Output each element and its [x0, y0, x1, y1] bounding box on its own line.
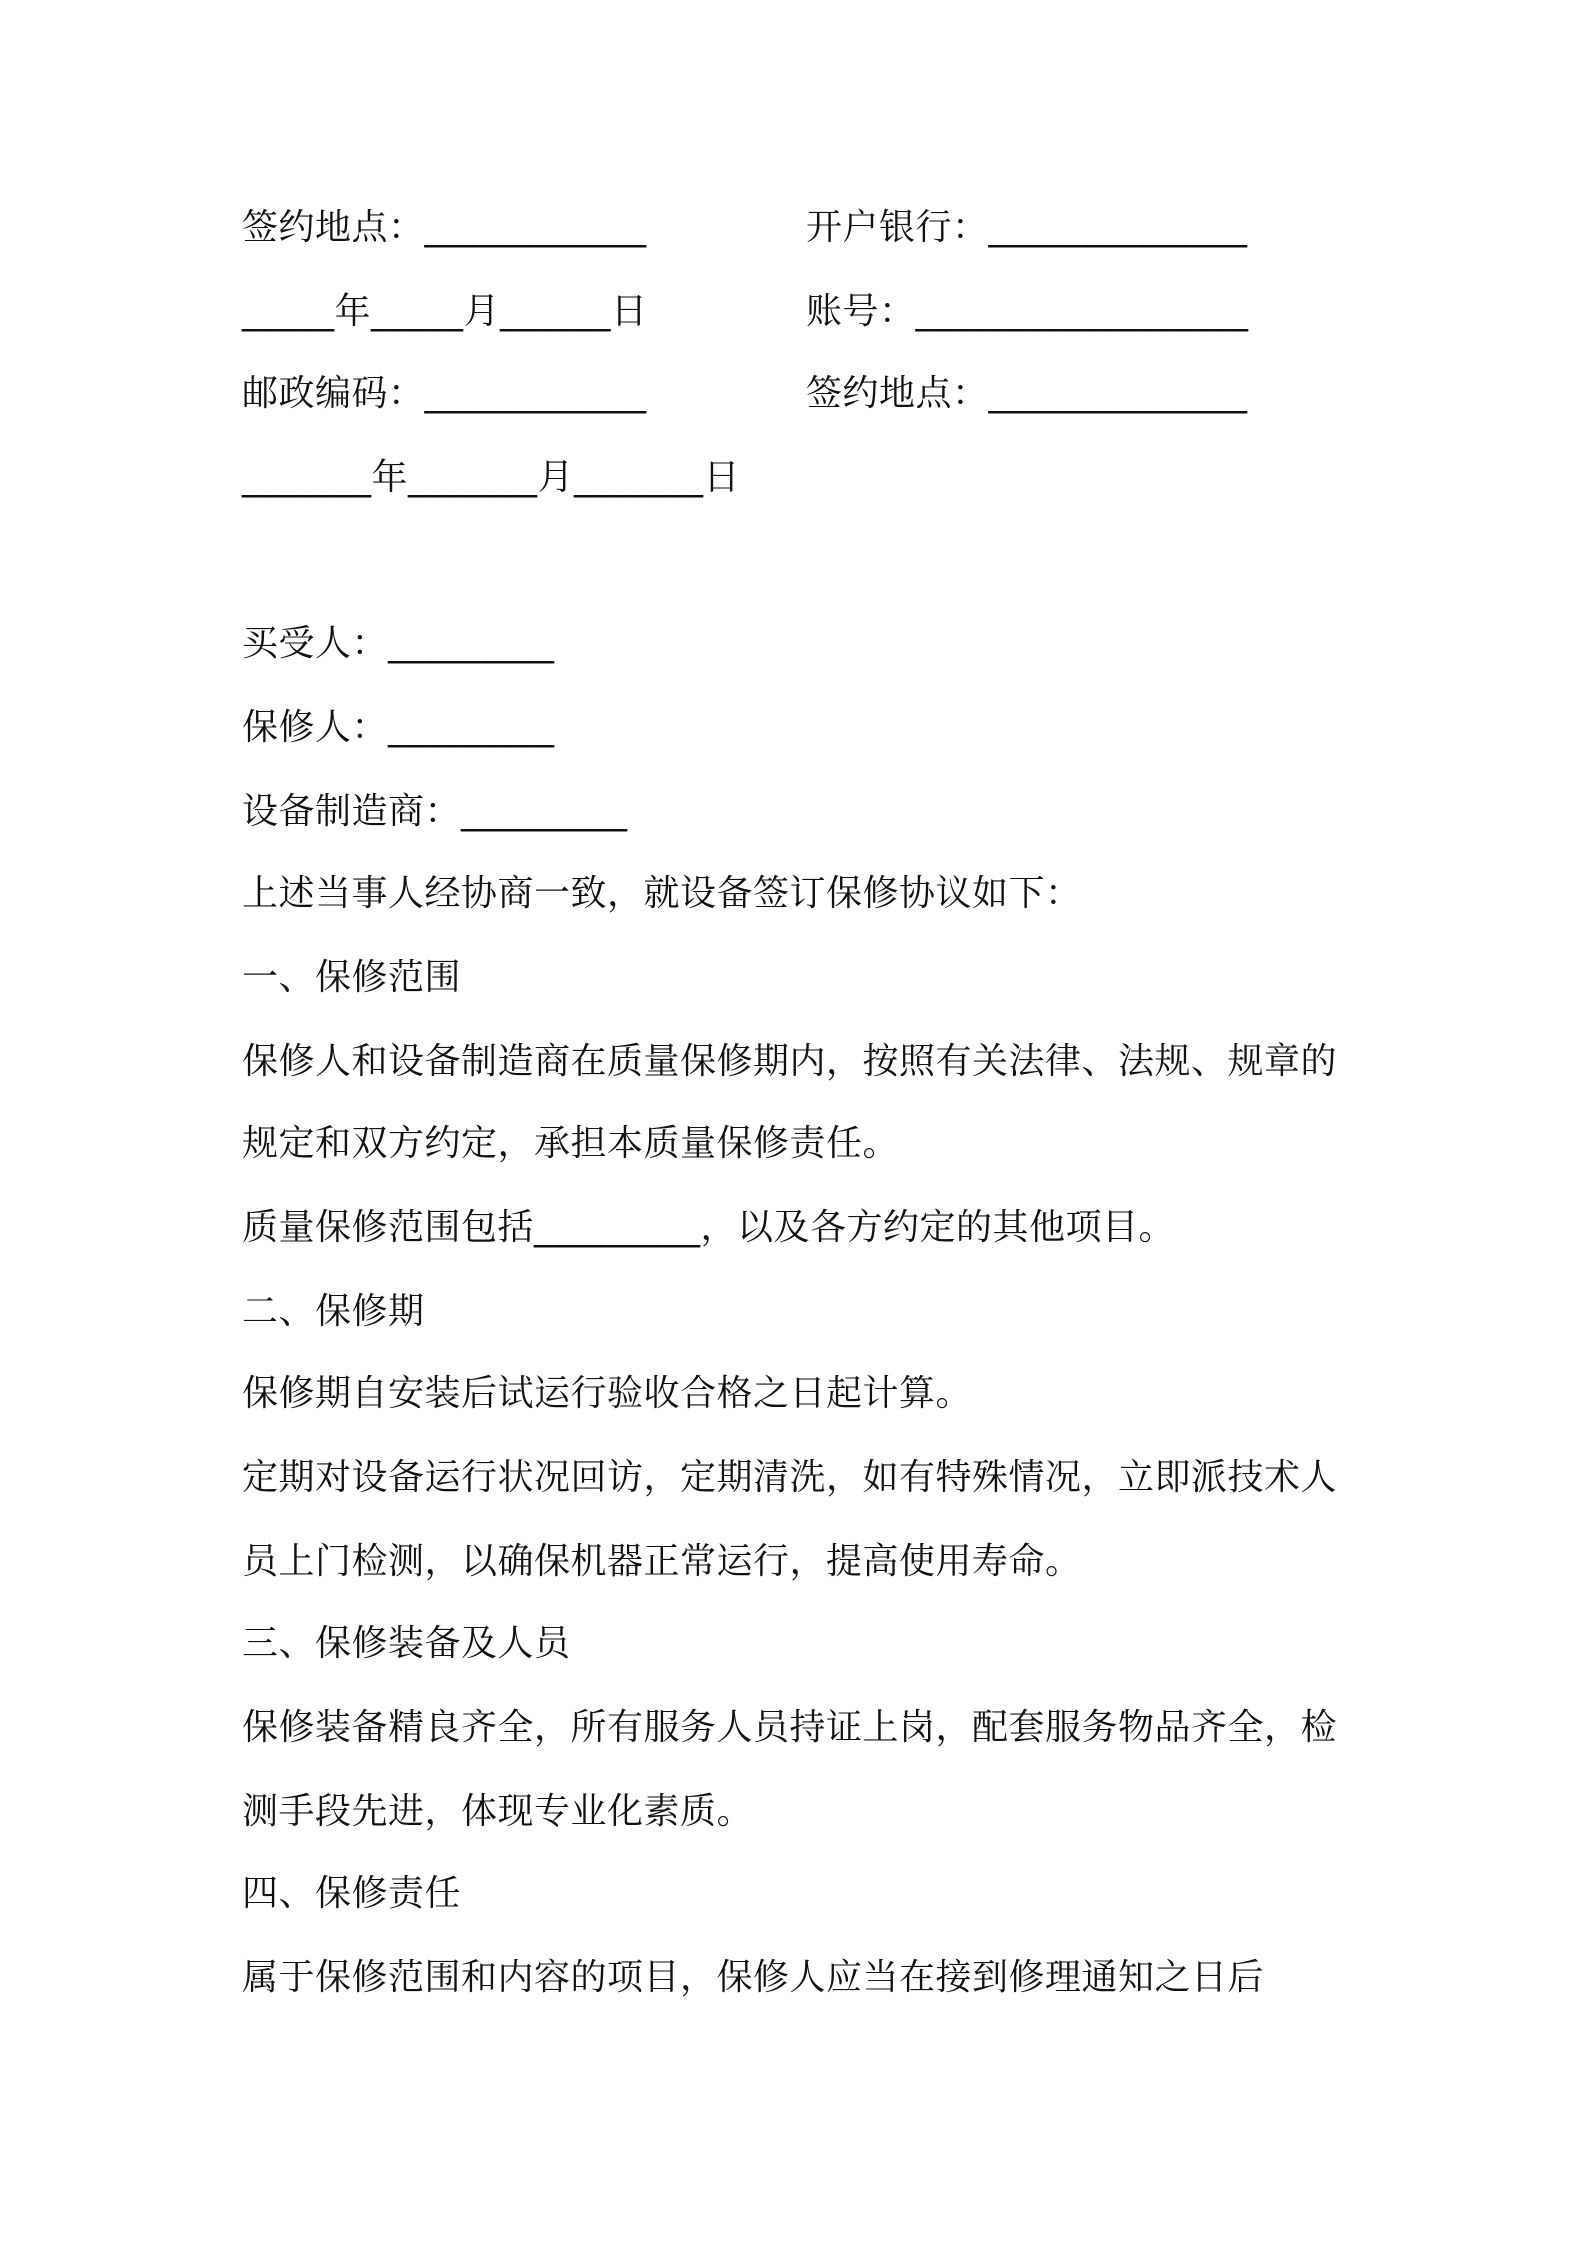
postal-code-field: 邮政编码：____________: [242, 373, 647, 414]
account-field: 账号：__________________: [806, 291, 1249, 332]
section-1-heading: 一、保修范围: [242, 957, 462, 998]
section-2-paragraph-1: 保修期自安装后试运行验收合格之日起计算。: [242, 1373, 973, 1414]
section-1-paragraph-1-line-1: 保修人和设备制造商在质量保修期内，按照有关法律、法规、规章的: [242, 1041, 1338, 1082]
section-3-paragraph-1-line-2: 测手段先进，体现专业化素质。: [242, 1791, 754, 1832]
section-1-paragraph-2: 质量保修范围包括_________，以及各方约定的其他项目。: [242, 1207, 1176, 1248]
right-signing-place-field: 签约地点：______________: [806, 373, 1248, 414]
section-4-heading: 四、保修责任: [242, 1873, 462, 1914]
section-1-paragraph-1-line-2: 规定和双方约定，承担本质量保修责任。: [242, 1123, 900, 1164]
bank-field: 开户银行：______________: [806, 207, 1248, 248]
left-signing-place-field: 签约地点：____________: [242, 207, 647, 248]
second-date-field: _______年_______月_______日: [242, 457, 740, 498]
left-date-field: _____年_____月______日: [242, 291, 648, 332]
section-3-paragraph-1-line-1: 保修装备精良齐全，所有服务人员持证上岗，配套服务物品齐全，检: [242, 1707, 1338, 1748]
warrantor-field: 保修人：_________: [242, 707, 555, 748]
buyer-field: 买受人：_________: [242, 623, 555, 664]
intro-paragraph: 上述当事人经协商一致，就设备签订保修协议如下：: [242, 873, 1082, 914]
section-2-paragraph-2-line-2: 员上门检测，以确保机器正常运行，提高使用寿命。: [242, 1541, 1082, 1582]
section-2-paragraph-2-line-1: 定期对设备运行状况回访，定期清洗，如有特殊情况，立即派技术人: [242, 1457, 1338, 1498]
section-4-paragraph-1-line-1: 属于保修范围和内容的项目，保修人应当在接到修理通知之日后: [242, 1957, 1265, 1998]
manufacturer-field: 设备制造商：_________: [242, 791, 628, 832]
section-3-heading: 三、保修装备及人员: [242, 1623, 571, 1664]
section-2-heading: 二、保修期: [242, 1291, 425, 1332]
